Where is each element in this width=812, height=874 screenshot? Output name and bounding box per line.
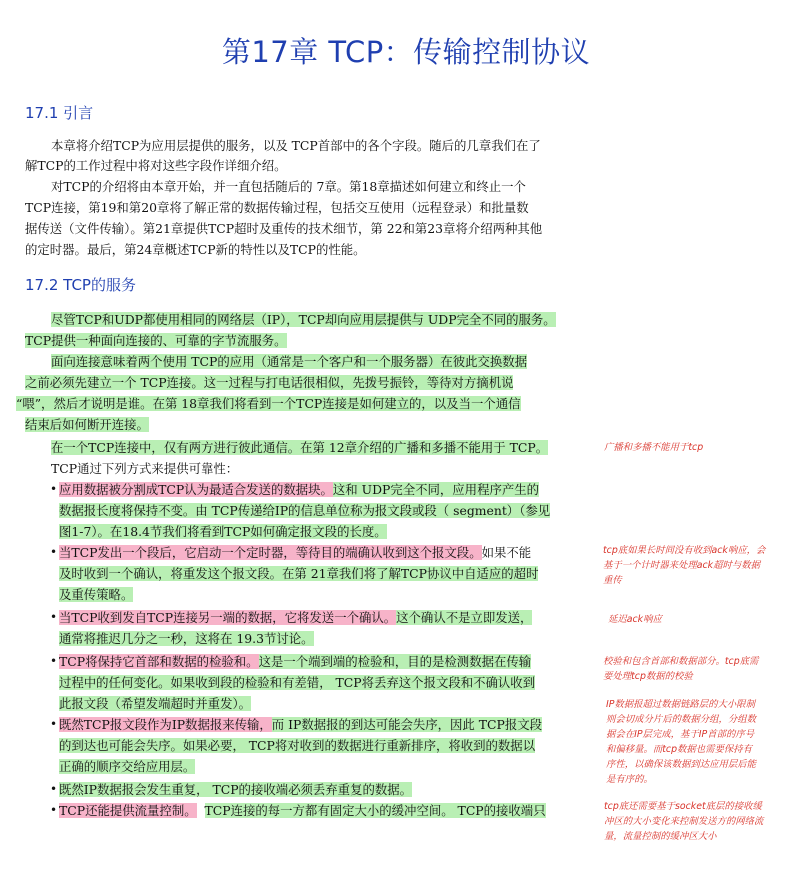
highlighted-line: TCP连接的每一方都有固定大小的缓冲空间。 TCP的接收端只 [204, 803, 546, 818]
chapter-title: 第17章 TCP：传输控制协议 [221, 35, 591, 69]
highlighted-line: “喂”，然后才说明是谁。在第 18章我们将看到一个TCP连接是如何建立的，以及当一个通信 [16, 396, 521, 411]
highlighted-line: 当TCP发出一个段后，它启动一个定时器，等待目的端确认收到这个报文段。 [59, 545, 482, 560]
highlighted-line: 正确的顺序交给应用层。 [59, 759, 196, 774]
handwritten-note: 重传 [603, 575, 622, 586]
handwritten-note: 基于一个计时器来处理ack超时与数据 [603, 560, 760, 571]
paragraph-line: 解TCP的工作过程中将对这些字段作详细介绍。 [25, 158, 287, 173]
highlighted-line: 这是一个端到端的检验和，目的是检测数据在传输 [258, 654, 532, 669]
highlighted-line: 图1-7）。在18.4节我们将看到TCP如何确定报文段的长度。 [59, 524, 387, 539]
bullet-marker: • [50, 482, 58, 496]
paragraph-line: 对TCP的介绍将由本章开始，并一直包括随后的 7章。第18章描述如何建立和终止一个 [51, 179, 526, 194]
highlighted-line: TCP还能提供流量控制。 [59, 803, 197, 818]
bullet-marker: • [50, 717, 58, 731]
bullet-marker: • [50, 803, 58, 817]
highlighted-line: 这和 UDP完全不同，应用程序产生的 [332, 482, 540, 497]
section-heading-intro: 17.1 引言 [25, 104, 94, 122]
handwritten-note: 是有序的。 [606, 774, 653, 785]
highlighted-line: 结束后如何断开连接。 [25, 417, 149, 432]
highlighted-line: 这个确认不是立即发送， [396, 610, 533, 625]
highlighted-line: 过程中的任何变化。如果收到段的检验和有差错， TCP将丢弃这个报文段和不确认收到 [59, 675, 536, 690]
highlighted-line: 的到达也可能会失序。如果必要， TCP将对收到的数据进行重新排序，将收到的数据以 [59, 738, 536, 753]
highlighted-line: 而 IP数据报的到达可能会失序，因此 TCP报文段 [271, 717, 543, 732]
paragraph-line: 的定时器。最后，第24章概述TCP新的特性以及TCP的性能。 [25, 242, 366, 257]
handwritten-note: 广播和多播不能用于tcp [604, 442, 704, 453]
bullet-marker: • [50, 610, 58, 624]
highlighted-line: 此报文段（希望发端超时并重发）。 [59, 696, 252, 711]
bullet-marker: • [50, 782, 58, 796]
highlighted-line: 数据报长度将保持不变。由 TCP传递给IP的信息单位称为报文段或段（ segment）（参见 [59, 503, 551, 518]
paragraph-line: TCP通过下列方式来提供可靠性： [51, 461, 239, 476]
handwritten-note: IP数据报超过数据链路层的大小限制 [606, 699, 756, 710]
highlighted-line: 之前必须先建立一个 TCP连接。这一过程与打电话很相似，先拨号振铃，等待对方摘机说 [25, 375, 514, 390]
handwritten-note: 校验和包含首部和数据部分。tcp底需 [603, 656, 759, 667]
section-heading-tcp-services: 17.2 TCP的服务 [25, 276, 136, 294]
highlighted-line: 面向连接意味着两个使用 TCP的应用（通常是一个客户和一个服务器）在彼此交换数据 [51, 354, 528, 369]
bullet-marker: • [50, 545, 58, 559]
highlighted-line: 在一个TCP连接中，仅有两方进行彼此通信。在第 12章介绍的广播和多播不能用于 TCP。 [51, 440, 549, 455]
handwritten-note: 据会在IP层完成，基于IP首部的序号 [606, 729, 755, 740]
highlighted-line: 当TCP收到发自TCP连接另一端的数据，它将发送一个确认。 [59, 610, 397, 625]
handwritten-note: 则会切成分片后的数据分组，分组数 [606, 714, 757, 725]
highlighted-line: 及时收到一个确认，将重发这个报文段。在第 21章我们将了解TCP协议中自适应的超时 [59, 566, 539, 581]
handwritten-note: tcp底如果长时间没有收到ack响应，会 [603, 545, 766, 556]
handwritten-note: 序性，以确保该数据到达应用层后能 [606, 759, 757, 770]
bullet-marker: • [50, 654, 58, 668]
highlighted-line: 既然TCP报文段作为IP数据报来传输， [59, 717, 272, 732]
highlighted-line: 既然IP数据报会发生重复， TCP的接收端必须丢弃重复的数据。 [59, 782, 413, 797]
highlighted-line: TCP提供一种面向连接的、可靠的字节流服务。 [25, 333, 287, 348]
handwritten-note: 和偏移量。而tcp数据也需要保持有 [606, 744, 753, 755]
highlighted-line: 通常将推迟几分之一秒，这将在 19.3节讨论。 [59, 631, 314, 646]
paragraph-line: 本章将介绍TCP为应用层提供的服务，以及 TCP首部中的各个字段。随后的几章我们在了 [51, 138, 541, 153]
highlighted-line: 尽管TCP和UDP都使用相同的网络层（IP），TCP却向应用层提供与 UDP完全不同的服务。 [51, 312, 556, 327]
handwritten-note: 冲区的大小变化来控制发送方的网络流 [604, 816, 764, 827]
highlighted-line: 应用数据被分割成TCP认为最适合发送的数据块。 [59, 482, 333, 497]
handwritten-note: tcp底还需要基于socket底层的接收缓 [604, 801, 762, 812]
paragraph-line: 据传送（文件传输）。第21章提供TCP超时及重传的技术细节，第 22和第23章将介绍两种其他 [25, 221, 543, 236]
handwritten-note: 延迟ack响应 [608, 614, 662, 625]
handwritten-note: 要处理tcp数据的校验 [603, 671, 693, 682]
paragraph-line: TCP连接，第19和第20章将了解正常的数据传输过程，包括交互使用（远程登录）和批量数 [25, 200, 529, 215]
highlighted-line: TCP将保持它首部和数据的检验和。 [59, 654, 259, 669]
highlighted-line: 及重传策略。 [59, 587, 134, 602]
paragraph-line: 如果不能 [481, 545, 532, 560]
handwritten-note: 量，流量控制的缓冲区大小 [604, 831, 717, 842]
